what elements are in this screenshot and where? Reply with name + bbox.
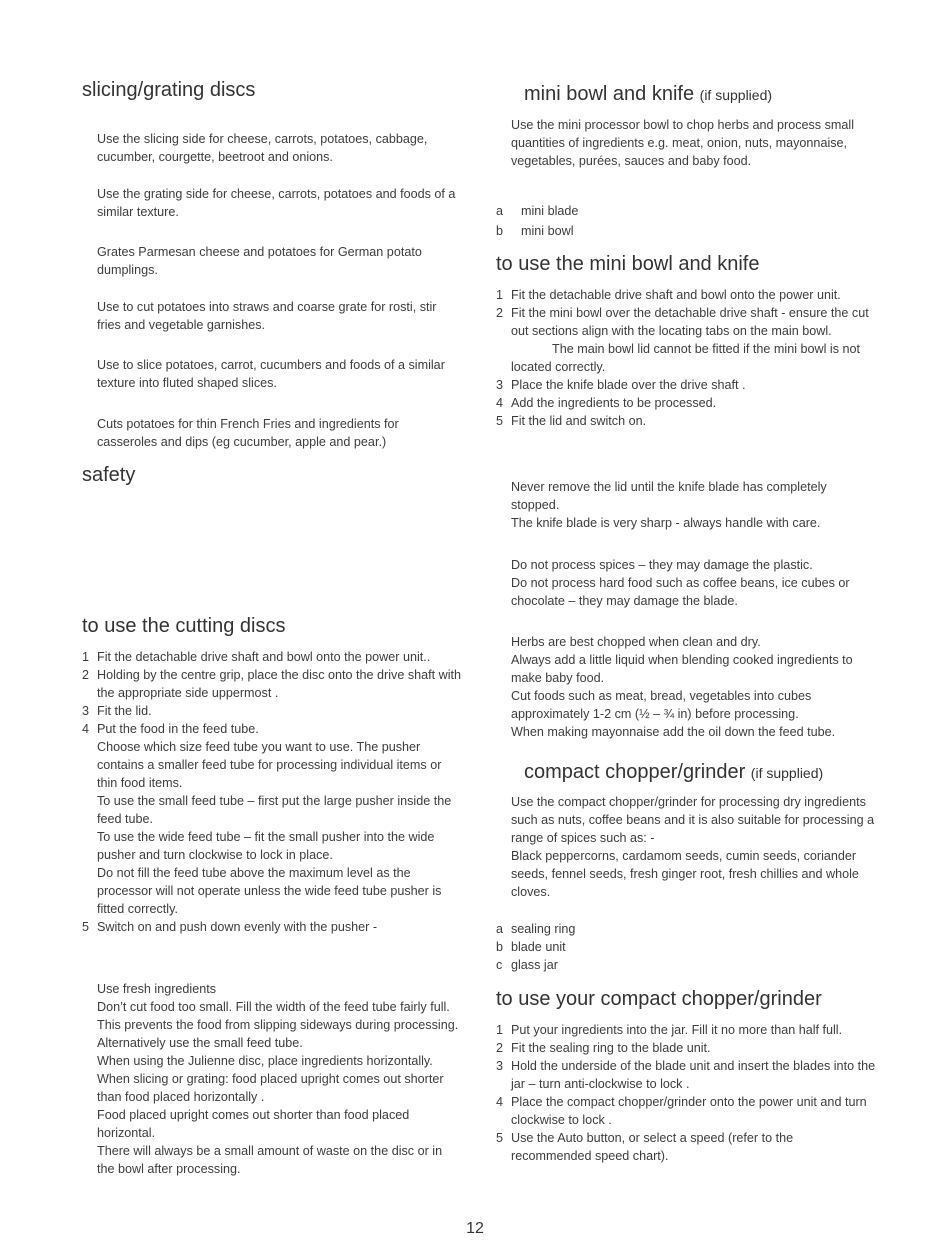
chopper-step: 1 Put your ingredients into the jar. Fill it no more than half full. (496, 1023, 843, 1037)
chopper-parts-list (496, 920, 876, 974)
chopper-step: 4 Place the compact chopper/grinder onto the power unit and turn clockwise to lock . (496, 1095, 867, 1127)
chopper-spices: Black peppercorns, cardamom seeds, cumin seeds, coriander seeds, fennel seeds, fresh ginger root, fresh chillies and whole cloves. (511, 849, 859, 899)
important-line: Do not process spices – they may damage the plastic. (511, 558, 813, 572)
hint-line: When using the Julienne disc, place ingredients horizontally. (97, 1054, 433, 1068)
mini-step: 1 Fit the detachable drive shaft and bowl onto the power unit. (496, 288, 841, 302)
chopper-step: 2 Fit the sealing ring to the blade unit. (496, 1041, 711, 1055)
cutting-discs-heading: to use the cutting discs (82, 615, 286, 637)
cutting-hints (97, 980, 462, 1178)
cutting-steps-list (82, 648, 462, 936)
hint-line: When making mayonnaise add the oil down the feed tube. (511, 725, 836, 739)
chopper-step: 5 Use the Auto button, or select a speed (refer to the recommended speed chart). (496, 1131, 794, 1163)
important-line: Do not process hard food such as coffee beans, ice cubes or chocolate – they may damage the blade. (511, 576, 850, 608)
mini-step: 3 Place the knife blade over the drive shaft . (496, 378, 746, 392)
chopper-steps-list (496, 1021, 876, 1165)
cutting-step: 1 Fit the detachable drive shaft and bowl onto the power unit.. (82, 650, 431, 664)
cutting-step: 3 Fit the lid. (82, 704, 152, 718)
use-chopper-heading: to use your compact chopper/grinder (496, 988, 822, 1010)
hint-line: When slicing or grating: food placed upright comes out shorter than food placed horizontally . (97, 1072, 444, 1104)
page-number: 12 (466, 1220, 484, 1237)
hint-line: Food placed upright comes out shorter than food placed horizontal. (97, 1108, 410, 1140)
mini-step: 2 Fit the mini bowl over the detachable drive shaft - ensure the cut out sections align with the locating tabs on the main bowl. The main bowl lid cannot be fitted if the mini bowl is not located correctly. (496, 304, 876, 376)
hint-line: Cut foods such as meat, bread, vegetables into cubes approximately 1-2 cm (½ – ¾ in) before processing. (511, 689, 812, 721)
warning-line: The knife blade is very sharp - always handle with care. (511, 516, 821, 530)
step4-detail: Choose which size feed tube you want to use. The pusher contains a smaller feed tube for processing individual items or thin food items. (97, 740, 442, 790)
mini-warnings (511, 478, 876, 532)
hint-line: Herbs are best chopped when clean and dry. (511, 635, 761, 649)
chopper-step: 3 Hold the underside of the blade unit and insert the blades into the jar – turn anti-clockwise to lock . (496, 1059, 876, 1091)
part-item: c glass jar (496, 958, 558, 972)
mini-bowl-heading: mini bowl and knife (if supplied) (524, 83, 773, 105)
part-item: b mini bowl (496, 224, 574, 238)
mini-important (511, 556, 876, 610)
slicing-para-6: Cuts potatoes for thin French Fries and ingredients for casseroles and dips (eg cucumber, apple and pear.) (97, 417, 399, 449)
cutting-step: 2 Holding by the centre grip, place the disc onto the drive shaft with the appropriate side uppermost . (82, 668, 462, 700)
slicing-para-4: Use to cut potatoes into straws and coarse grate for rosti, stir fries and vegetable garnishes. (97, 300, 437, 332)
mini-hints (511, 633, 876, 741)
mini-step: 4 Add the ingredients to be processed. (496, 396, 717, 410)
mini-steps-list (496, 286, 876, 430)
slicing-para-5: Use to slice potatoes, carrot, cucumbers and foods of a similar texture into fluted shaped slices. (97, 358, 445, 390)
part-item: b blade unit (496, 940, 566, 954)
mini-intro: Use the mini processor bowl to chop herbs and process small quantities of ingredients e.g. meat, onion, nuts, mayonnaise, vegetables, purées, sauces and baby food. (511, 118, 854, 168)
step4-detail: Do not fill the feed tube above the maximum level as the processor will not operate unless the wide feed tube pusher is fitted correctly. (97, 866, 442, 916)
hint-line: There will always be a small amount of waste on the disc or in the bowl after processing. (97, 1144, 443, 1176)
slicing-para-1: Use the slicing side for cheese, carrots, potatoes, cabbage, cucumber, courgette, beetroot and onions. (97, 132, 428, 164)
part-item: a sealing ring (496, 922, 576, 936)
chopper-heading: compact chopper/grinder (if supplied) (524, 761, 824, 783)
if-supplied-note: (if supplied) (750, 765, 824, 781)
step4-detail: To use the wide feed tube – fit the small pusher into the wide pusher and turn clockwise to lock in place. (97, 830, 435, 862)
step4-detail: To use the small feed tube – first put the large pusher inside the feed tube. (97, 794, 452, 826)
use-mini-bowl-heading: to use the mini bowl and knife (496, 253, 760, 275)
chopper-intro: Use the compact chopper/grinder for processing dry ingredients such as nuts, coffee beans and it is also suitable for processing a range of spices such as: - (511, 795, 875, 845)
warning-line: Never remove the lid until the knife blade has completely stopped. (511, 480, 827, 512)
slicing-para-2: Use the grating side for cheese, carrots, potatoes and foods of a similar texture. (97, 187, 456, 219)
safety-heading: safety (82, 464, 136, 486)
slicing-grating-heading: slicing/grating discs (82, 79, 256, 101)
hint-line: Don’t cut food too small. Fill the width of the feed tube fairly full. This prevents the food from slipping sideways during processing. Alternatively use the small feed tube. (97, 1000, 459, 1050)
mini-step: 5 Fit the lid and switch on. (496, 414, 647, 428)
chopper-intro-block (511, 793, 876, 901)
cutting-step: 4 Put the food in the feed tube. Choose which size feed tube you want to use. The pusher contains a smaller feed tube for processing individual items or thin food items. To use the small feed tube – first put the large pusher inside the feed tube. To use the wide feed tube – fit the small pusher into the wide pusher and turn clockwise to lock in place. Do not fill the feed tube above the maximum level as the processor will not operate unless the wide feed tube pusher is fitted correctly. (82, 720, 462, 918)
if-supplied-note: (if supplied) (699, 87, 773, 103)
mini-note: The main bowl lid cannot be fitted if the mini bowl is not located correctly. (511, 342, 861, 374)
slicing-para-3: Grates Parmesan cheese and potatoes for German potato dumplings. (97, 245, 422, 277)
cutting-step: 5 Switch on and push down evenly with the pusher - (82, 920, 378, 934)
mini-parts-list (496, 201, 876, 241)
hint-line: Use fresh ingredients (97, 982, 217, 996)
hint-line: Always add a little liquid when blending cooked ingredients to make baby food. (511, 653, 853, 685)
part-item: a mini blade (496, 204, 579, 218)
